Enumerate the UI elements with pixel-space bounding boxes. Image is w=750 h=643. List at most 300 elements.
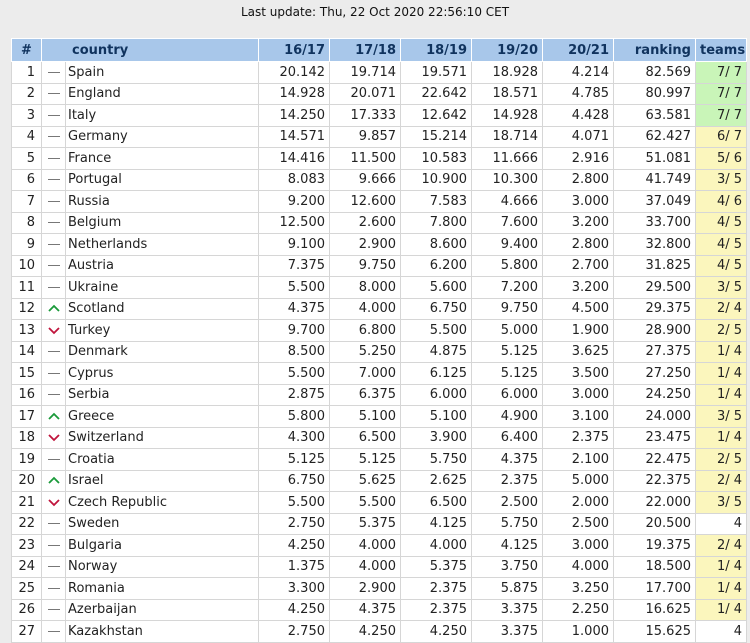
season-score-cell: 9.750 (472, 298, 543, 320)
trend-steady-icon (42, 62, 66, 84)
country-cell: Sweden (66, 513, 259, 535)
season-score-cell: 5.000 (543, 470, 614, 492)
season-score-cell: 3.000 (543, 191, 614, 213)
season-score-cell: 9.100 (259, 234, 330, 256)
season-score-cell: 4.500 (543, 298, 614, 320)
table-row (12, 578, 747, 600)
season-score-cell: 18.714 (472, 126, 543, 148)
rank-cell: 6 (12, 169, 42, 191)
ranking-cell: 63.581 (614, 105, 696, 127)
ranking-cell: 51.081 (614, 148, 696, 170)
country-cell: Azerbaijan (66, 599, 259, 621)
season-score-cell: 8.083 (259, 169, 330, 191)
season-score-cell: 12.642 (401, 105, 472, 127)
rank-cell: 17 (12, 406, 42, 428)
season-score-cell: 4.375 (472, 449, 543, 471)
season-score-cell: 7.800 (401, 212, 472, 234)
season-score-cell: 4.785 (543, 83, 614, 105)
season-score-cell: 2.375 (472, 470, 543, 492)
table-row (12, 169, 747, 191)
season-score-cell: 4.666 (472, 191, 543, 213)
table-row (12, 599, 747, 621)
teams-cell: 1/ 4 (696, 384, 747, 406)
ranking-cell: 20.500 (614, 513, 696, 535)
season-score-cell: 6.750 (401, 298, 472, 320)
table-row (12, 449, 747, 471)
country-cell: Bulgaria (66, 535, 259, 557)
table-row (12, 535, 747, 557)
trend-up-icon (42, 298, 66, 320)
ranking-cell: 41.749 (614, 169, 696, 191)
country-cell: England (66, 83, 259, 105)
season-score-cell: 5.800 (259, 406, 330, 428)
season-score-cell: 5.500 (259, 363, 330, 385)
season-score-cell: 3.375 (472, 621, 543, 643)
ranking-cell: 24.000 (614, 406, 696, 428)
ranking-cell: 31.825 (614, 255, 696, 277)
ranking-cell: 15.625 (614, 621, 696, 643)
teams-cell: 2/ 5 (696, 320, 747, 342)
season-score-cell: 2.800 (543, 169, 614, 191)
trend-steady-icon (42, 599, 66, 621)
country-cell: Netherlands (66, 234, 259, 256)
rank-cell: 26 (12, 599, 42, 621)
header-season-18-19[interactable]: 18/19 (401, 39, 472, 62)
trend-steady-icon (42, 449, 66, 471)
season-score-cell: 3.500 (543, 363, 614, 385)
teams-cell: 2/ 5 (696, 449, 747, 471)
season-score-cell: 6.375 (330, 384, 401, 406)
season-score-cell: 19.571 (401, 62, 472, 84)
ranking-cell: 27.375 (614, 341, 696, 363)
ranking-cell: 18.500 (614, 556, 696, 578)
rank-cell: 7 (12, 191, 42, 213)
season-score-cell: 2.700 (543, 255, 614, 277)
ranking-cell: 82.569 (614, 62, 696, 84)
season-score-cell: 7.375 (259, 255, 330, 277)
season-score-cell: 20.071 (330, 83, 401, 105)
season-score-cell: 2.750 (259, 621, 330, 643)
season-score-cell: 4.300 (259, 427, 330, 449)
header-season-19-20[interactable]: 19/20 (472, 39, 543, 62)
ranking-cell: 29.500 (614, 277, 696, 299)
season-score-cell: 14.571 (259, 126, 330, 148)
country-cell: Croatia (66, 449, 259, 471)
season-score-cell: 6.200 (401, 255, 472, 277)
season-score-cell: 7.600 (472, 212, 543, 234)
season-score-cell: 5.375 (330, 513, 401, 535)
country-cell: Norway (66, 556, 259, 578)
season-score-cell: 1.900 (543, 320, 614, 342)
rank-cell: 11 (12, 277, 42, 299)
ranking-cell: 37.049 (614, 191, 696, 213)
trend-down-icon (42, 492, 66, 514)
rank-cell: 1 (12, 62, 42, 84)
ranking-cell: 22.475 (614, 449, 696, 471)
trend-steady-icon (42, 341, 66, 363)
rank-cell: 15 (12, 363, 42, 385)
header-season-20-21[interactable]: 20/21 (543, 39, 614, 62)
ranking-table (11, 38, 747, 643)
season-score-cell: 5.500 (259, 277, 330, 299)
season-score-cell: 4.000 (330, 556, 401, 578)
country-cell: Germany (66, 126, 259, 148)
season-score-cell: 2.100 (543, 449, 614, 471)
table-row (12, 492, 747, 514)
trend-steady-icon (42, 578, 66, 600)
season-score-cell: 2.750 (259, 513, 330, 535)
teams-cell: 5/ 6 (696, 148, 747, 170)
country-cell: France (66, 148, 259, 170)
season-score-cell: 2.625 (401, 470, 472, 492)
trend-steady-icon (42, 126, 66, 148)
season-score-cell: 4.000 (401, 535, 472, 557)
country-cell: Switzerland (66, 427, 259, 449)
trend-steady-icon (42, 255, 66, 277)
teams-cell: 3/ 5 (696, 277, 747, 299)
teams-cell: 7/ 7 (696, 83, 747, 105)
season-score-cell: 18.571 (472, 83, 543, 105)
season-score-cell: 5.875 (472, 578, 543, 600)
teams-cell: 3/ 5 (696, 169, 747, 191)
rank-cell: 21 (12, 492, 42, 514)
table-row (12, 191, 747, 213)
season-score-cell: 5.500 (330, 492, 401, 514)
season-score-cell: 12.600 (330, 191, 401, 213)
table-row (12, 470, 747, 492)
ranking-cell: 32.800 (614, 234, 696, 256)
season-score-cell: 2.600 (330, 212, 401, 234)
season-score-cell: 3.300 (259, 578, 330, 600)
teams-cell: 4 (696, 621, 747, 643)
season-score-cell: 9.857 (330, 126, 401, 148)
season-score-cell: 8.000 (330, 277, 401, 299)
season-score-cell: 4.214 (543, 62, 614, 84)
ranking-cell: 62.427 (614, 126, 696, 148)
season-score-cell: 10.300 (472, 169, 543, 191)
rank-cell: 13 (12, 320, 42, 342)
season-score-cell: 5.600 (401, 277, 472, 299)
teams-cell: 2/ 4 (696, 298, 747, 320)
season-score-cell: 2.900 (330, 234, 401, 256)
season-score-cell: 5.250 (330, 341, 401, 363)
season-score-cell: 5.125 (472, 363, 543, 385)
rank-cell: 22 (12, 513, 42, 535)
season-score-cell: 9.700 (259, 320, 330, 342)
season-score-cell: 2.000 (543, 492, 614, 514)
rank-cell: 5 (12, 148, 42, 170)
country-cell: Belgium (66, 212, 259, 234)
table-row (12, 62, 747, 84)
season-score-cell: 5.125 (259, 449, 330, 471)
season-score-cell: 22.642 (401, 83, 472, 105)
table-body (12, 62, 747, 643)
trend-steady-icon (42, 169, 66, 191)
country-cell: Spain (66, 62, 259, 84)
season-score-cell: 5.125 (330, 449, 401, 471)
country-cell: Cyprus (66, 363, 259, 385)
trend-up-icon (42, 470, 66, 492)
season-score-cell: 3.100 (543, 406, 614, 428)
season-score-cell: 2.916 (543, 148, 614, 170)
season-score-cell: 10.583 (401, 148, 472, 170)
table-row (12, 621, 747, 643)
season-score-cell: 5.750 (401, 449, 472, 471)
season-score-cell: 2.375 (543, 427, 614, 449)
table-row (12, 277, 747, 299)
season-score-cell: 4.250 (330, 621, 401, 643)
table-row (12, 556, 747, 578)
season-score-cell: 3.625 (543, 341, 614, 363)
trend-steady-icon (42, 277, 66, 299)
country-cell: Ukraine (66, 277, 259, 299)
table-row (12, 126, 747, 148)
season-score-cell: 4.875 (401, 341, 472, 363)
season-score-cell: 7.000 (330, 363, 401, 385)
trend-steady-icon (42, 621, 66, 643)
rank-cell: 10 (12, 255, 42, 277)
season-score-cell: 5.800 (472, 255, 543, 277)
teams-cell: 1/ 4 (696, 578, 747, 600)
season-score-cell: 17.333 (330, 105, 401, 127)
trend-steady-icon (42, 234, 66, 256)
season-score-cell: 5.125 (472, 341, 543, 363)
ranking-cell: 33.700 (614, 212, 696, 234)
table-row (12, 320, 747, 342)
table-row (12, 212, 747, 234)
country-cell: Serbia (66, 384, 259, 406)
season-score-cell: 14.928 (472, 105, 543, 127)
table-row (12, 363, 747, 385)
season-score-cell: 12.500 (259, 212, 330, 234)
rank-cell: 24 (12, 556, 42, 578)
trend-steady-icon (42, 191, 66, 213)
teams-cell: 1/ 4 (696, 341, 747, 363)
season-score-cell: 2.900 (330, 578, 401, 600)
season-score-cell: 1.375 (259, 556, 330, 578)
last-update-text: Last update: Thu, 22 Oct 2020 22:56:10 CET (240, 5, 510, 19)
table-row (12, 255, 747, 277)
trend-steady-icon (42, 384, 66, 406)
season-score-cell: 2.800 (543, 234, 614, 256)
ranking-cell: 24.250 (614, 384, 696, 406)
season-score-cell: 5.750 (472, 513, 543, 535)
trend-down-icon (42, 427, 66, 449)
season-score-cell: 4.000 (543, 556, 614, 578)
season-score-cell: 3.750 (472, 556, 543, 578)
ranking-cell: 27.250 (614, 363, 696, 385)
trend-steady-icon (42, 212, 66, 234)
country-cell: Israel (66, 470, 259, 492)
table-row (12, 406, 747, 428)
rank-cell: 2 (12, 83, 42, 105)
season-score-cell: 2.875 (259, 384, 330, 406)
season-score-cell: 4.000 (330, 298, 401, 320)
rank-cell: 20 (12, 470, 42, 492)
rank-cell: 16 (12, 384, 42, 406)
table-row (12, 341, 747, 363)
season-score-cell: 3.200 (543, 277, 614, 299)
rank-cell: 8 (12, 212, 42, 234)
teams-cell: 6/ 7 (696, 126, 747, 148)
season-score-cell: 14.250 (259, 105, 330, 127)
teams-cell: 1/ 4 (696, 427, 747, 449)
season-score-cell: 7.200 (472, 277, 543, 299)
season-score-cell: 5.000 (472, 320, 543, 342)
rank-cell: 19 (12, 449, 42, 471)
rank-cell: 3 (12, 105, 42, 127)
header-teams[interactable]: teams (696, 39, 747, 62)
season-score-cell: 9.400 (472, 234, 543, 256)
teams-cell: 4/ 5 (696, 212, 747, 234)
season-score-cell: 4.250 (259, 535, 330, 557)
trend-down-icon (42, 320, 66, 342)
trend-steady-icon (42, 363, 66, 385)
season-score-cell: 3.900 (401, 427, 472, 449)
table-row (12, 513, 747, 535)
country-cell: Italy (66, 105, 259, 127)
trend-steady-icon (42, 105, 66, 127)
ranking-cell: 19.375 (614, 535, 696, 557)
season-score-cell: 6.500 (330, 427, 401, 449)
rank-cell: 27 (12, 621, 42, 643)
country-cell: Austria (66, 255, 259, 277)
season-score-cell: 4.375 (330, 599, 401, 621)
teams-cell: 3/ 5 (696, 406, 747, 428)
season-score-cell: 9.200 (259, 191, 330, 213)
season-score-cell: 6.500 (401, 492, 472, 514)
season-score-cell: 2.500 (472, 492, 543, 514)
season-score-cell: 5.625 (330, 470, 401, 492)
season-score-cell: 5.100 (401, 406, 472, 428)
season-score-cell: 18.928 (472, 62, 543, 84)
country-cell: Portugal (66, 169, 259, 191)
season-score-cell: 8.600 (401, 234, 472, 256)
header-season-16-17[interactable]: 16/17 (259, 39, 330, 62)
season-score-cell: 3.000 (543, 384, 614, 406)
rank-cell: 9 (12, 234, 42, 256)
table-row (12, 148, 747, 170)
season-score-cell: 5.375 (401, 556, 472, 578)
table-row (12, 298, 747, 320)
teams-cell: 7/ 7 (696, 105, 747, 127)
season-score-cell: 9.666 (330, 169, 401, 191)
season-score-cell: 3.250 (543, 578, 614, 600)
ranking-cell: 17.700 (614, 578, 696, 600)
season-score-cell: 6.125 (401, 363, 472, 385)
ranking-cell: 22.375 (614, 470, 696, 492)
season-score-cell: 4.428 (543, 105, 614, 127)
teams-cell: 2/ 4 (696, 470, 747, 492)
season-score-cell: 6.800 (330, 320, 401, 342)
header-ranking[interactable]: ranking (614, 39, 696, 62)
teams-cell: 4 (696, 513, 747, 535)
table-row (12, 234, 747, 256)
table-row (12, 384, 747, 406)
season-score-cell: 3.200 (543, 212, 614, 234)
season-score-cell: 3.000 (543, 535, 614, 557)
trend-steady-icon (42, 556, 66, 578)
season-score-cell: 4.125 (401, 513, 472, 535)
season-score-cell: 11.666 (472, 148, 543, 170)
header-country[interactable]: country (42, 39, 259, 62)
season-score-cell: 2.500 (543, 513, 614, 535)
country-cell: Kazakhstan (66, 621, 259, 643)
table-row (12, 83, 747, 105)
season-score-cell: 19.714 (330, 62, 401, 84)
season-score-cell: 6.750 (259, 470, 330, 492)
teams-cell: 7/ 7 (696, 62, 747, 84)
season-score-cell: 4.000 (330, 535, 401, 557)
season-score-cell: 2.375 (401, 578, 472, 600)
season-score-cell: 11.500 (330, 148, 401, 170)
teams-cell: 3/ 5 (696, 492, 747, 514)
rank-cell: 14 (12, 341, 42, 363)
trend-steady-icon (42, 148, 66, 170)
season-score-cell: 20.142 (259, 62, 330, 84)
ranking-cell: 22.000 (614, 492, 696, 514)
country-cell: Greece (66, 406, 259, 428)
season-score-cell: 6.000 (472, 384, 543, 406)
season-score-cell: 4.071 (543, 126, 614, 148)
rank-cell: 25 (12, 578, 42, 600)
trend-steady-icon (42, 513, 66, 535)
country-cell: Denmark (66, 341, 259, 363)
season-score-cell: 4.375 (259, 298, 330, 320)
teams-cell: 4/ 5 (696, 255, 747, 277)
season-score-cell: 5.500 (259, 492, 330, 514)
season-score-cell: 6.400 (472, 427, 543, 449)
teams-cell: 1/ 4 (696, 363, 747, 385)
season-score-cell: 5.500 (401, 320, 472, 342)
season-score-cell: 7.583 (401, 191, 472, 213)
season-score-cell: 1.000 (543, 621, 614, 643)
ranking-cell: 80.997 (614, 83, 696, 105)
country-cell: Czech Republic (66, 492, 259, 514)
season-score-cell: 10.900 (401, 169, 472, 191)
ranking-cell: 23.475 (614, 427, 696, 449)
season-score-cell: 15.214 (401, 126, 472, 148)
season-score-cell: 9.750 (330, 255, 401, 277)
trend-steady-icon (42, 83, 66, 105)
table-row (12, 427, 747, 449)
ranking-cell: 29.375 (614, 298, 696, 320)
table-header-row (12, 39, 747, 62)
rank-cell: 12 (12, 298, 42, 320)
season-score-cell: 4.250 (259, 599, 330, 621)
rank-cell: 23 (12, 535, 42, 557)
ranking-cell: 16.625 (614, 599, 696, 621)
season-score-cell: 5.100 (330, 406, 401, 428)
rank-cell: 18 (12, 427, 42, 449)
season-score-cell: 2.250 (543, 599, 614, 621)
header-rank[interactable]: # (12, 39, 42, 62)
season-score-cell: 4.250 (401, 621, 472, 643)
ranking-cell: 28.900 (614, 320, 696, 342)
season-score-cell: 3.375 (472, 599, 543, 621)
season-score-cell: 2.375 (401, 599, 472, 621)
country-cell: Scotland (66, 298, 259, 320)
table-row (12, 105, 747, 127)
season-score-cell: 6.000 (401, 384, 472, 406)
season-score-cell: 8.500 (259, 341, 330, 363)
teams-cell: 4/ 6 (696, 191, 747, 213)
teams-cell: 1/ 4 (696, 556, 747, 578)
header-season-17-18[interactable]: 17/18 (330, 39, 401, 62)
season-score-cell: 4.900 (472, 406, 543, 428)
teams-cell: 4/ 5 (696, 234, 747, 256)
trend-steady-icon (42, 535, 66, 557)
